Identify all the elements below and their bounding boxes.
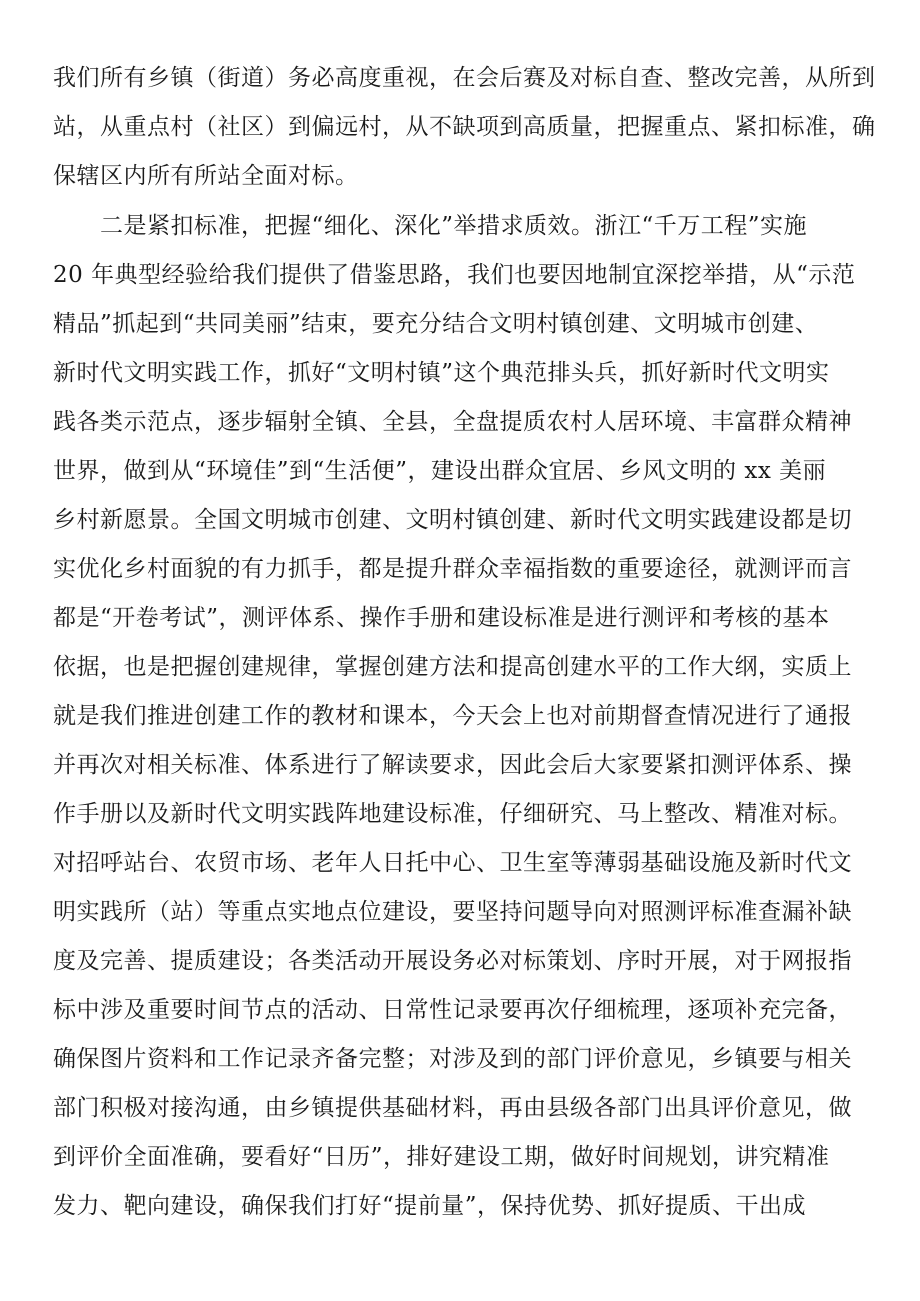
text-line: 明实践所（站）等重点实地点位建设，要坚持问题导向对照测评标准查漏补缺 — [53, 899, 852, 925]
text-line: 都是“开卷考试”，测评体系、操作手册和建设标准是进行测评和考核的基本 — [53, 605, 830, 631]
text-line: 部门积极对接沟通，由乡镇提供基础材料，再由县级各部门出具评价意见，做 — [53, 1095, 852, 1121]
text-line: 新时代文明实践工作，抓好“文明村镇”这个典范排头兵，抓好新时代文明实 — [53, 360, 830, 386]
text-line: 并再次对相关标准、体系进行了解读要求，因此会后大家要紧扣测评体系、操 — [53, 752, 852, 778]
text-line: 依据，也是把握创建规律，掌握创建方法和提高创建水平的工作大纲，实质上 — [53, 654, 852, 680]
text-line: 标中涉及重要时间节点的活动、日常性记录要再次仔细梳理，逐项补充完备， — [53, 997, 852, 1023]
text-line: 发力、靶向建设，确保我们打好“提前量”，保持优势、抓好提质、干出成 — [53, 1193, 807, 1219]
text-line: 到评价全面准确，要看好“日历”，排好建设工期，做好时间规划，讲究精准 — [53, 1144, 830, 1170]
text-line: 乡村新愿景。全国文明城市创建、文明村镇创建、新时代文明实践建设都是切 — [53, 507, 852, 533]
text-line: 对招呼站台、农贸市场、老年人日托中心、卫生室等薄弱基础设施及新时代文 — [53, 850, 852, 876]
text-line: 精品”抓起到“共同美丽”结束，要充分结合文明村镇创建、文明城市创建、 — [53, 311, 819, 337]
text-line: 二是紧扣标准，把握“细化、深化”举措求质效。浙江“千万工程”实施 — [100, 213, 808, 239]
text-line: 20 年典型经验给我们提供了借鉴思路，我们也要因地制宜深挖举措，从“示范 — [53, 262, 856, 288]
text-line: 确保图片资料和工作记录齐备完整；对涉及到的部门评价意见，乡镇要与相关 — [53, 1046, 852, 1072]
text-line: 度及完善、提质建设；各类活动开展设务必对标策划、序时开展，对于网报指 — [53, 948, 852, 974]
text-line: 作手册以及新时代文明实践阵地建设标准，仔细研究、马上整改、精准对标。 — [53, 801, 852, 827]
text-line: 站，从重点村（社区）到偏远村，从不缺项到高质量，把握重点、紧扣标准，确 — [53, 114, 876, 140]
text-line: 就是我们推进创建工作的教材和课本，今天会上也对前期督查情况进行了通报 — [53, 703, 852, 729]
text-line: 践各类示范点，逐步辐射全镇、全县，全盘提质农村人居环境、丰富群众精神 — [53, 409, 852, 435]
text-line: 实优化乡村面貌的有力抓手，都是提升群众幸福指数的重要途径，就测评而言 — [53, 556, 852, 582]
text-line: 保辖区内所有所站全面对标。 — [53, 163, 359, 189]
text-line: 我们所有乡镇（街道）务必高度重视，在会后赛及对标自查、整改完善，从所到 — [53, 65, 876, 91]
text-line: 世界，做到从“环境佳”到“生活便”，建设出群众宜居、乡风文明的 xx 美丽 — [53, 458, 827, 484]
